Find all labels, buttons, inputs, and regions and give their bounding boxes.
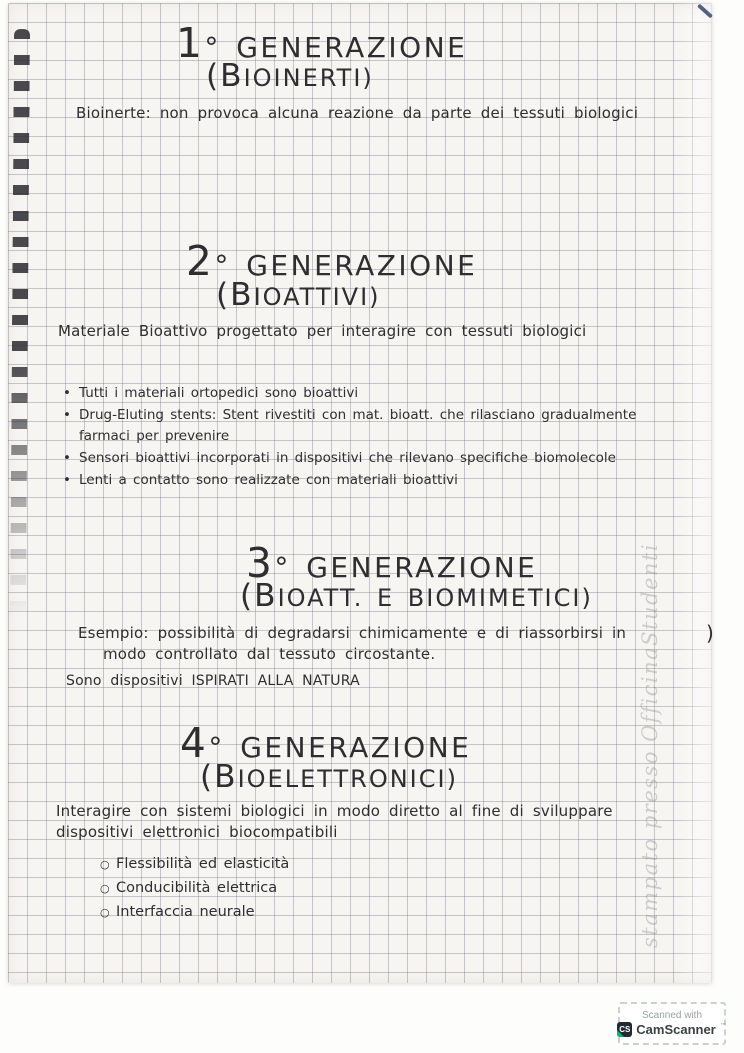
section-1-subtitle: (BIOINERTI) (206, 58, 374, 94)
corner-pen-mark (697, 3, 713, 18)
section-1-title: 1° GENERAZIONE (176, 19, 468, 67)
section-1-definition: Bioinerte: non provoca alcuna reazione da parte dei tessuti biologici (76, 104, 639, 122)
camscanner-logo-icon: CS (617, 1022, 632, 1037)
trademark-symbol: ™ (719, 1022, 727, 1030)
bullet-icon: • (63, 450, 71, 466)
camscanner-badge (618, 1002, 726, 1045)
edge-pen-mark: ) (706, 621, 714, 645)
bullet-icon: • (63, 407, 71, 423)
section-3-note: Sono dispositivi ISPIRATI ALLA NATURA (66, 673, 360, 689)
bullet-icon: • (63, 385, 71, 401)
section-2-bullet-list (63, 383, 688, 492)
bullet-icon: ○ (100, 858, 110, 871)
notebook-page (8, 3, 712, 983)
list-item: • Lenti a contatto sono realizzate con materiali bioattivi (63, 470, 688, 491)
bullet-icon: ○ (100, 882, 110, 895)
bullet-icon: ○ (100, 906, 110, 919)
section-3-definition: Esempio: possibilità di degradarsi chimicamente e di riassorbirsi in modo controllato dal tessuto circostante. (78, 624, 627, 663)
bullet-icon: • (63, 472, 71, 488)
section-4-subtitle: (BIOELETTRONICI) (200, 759, 458, 795)
list-item: • Tutti i materiali ortopedici sono bioattivi (63, 383, 688, 404)
list-item: ○ Interfaccia neurale (100, 901, 600, 924)
section-3-title: 3° GENERAZIONE (246, 539, 538, 587)
list-item: ○ Flessibilità ed elasticità (100, 853, 600, 876)
section-2-title: 2° GENERAZIONE (186, 237, 478, 285)
camscanner-brand-label: CamScanner (636, 1022, 716, 1037)
list-item: • Drug-Eluting stents: Stent rivestiti con mat. bioatt. che rilasciano gradualmente farmaci per prevenire (63, 407, 637, 444)
camscanner-brand-row (617, 1022, 726, 1037)
section-3-subtitle: (BIOATT. E BIOMIMETICI) (240, 578, 593, 614)
section-4-definition: Interagire con sistemi biologici in modo diretto al fine di sviluppare dispositivi elettronici biocompatibili (56, 802, 613, 841)
list-item: • Sensori bioattivi incorporati in dispositivi che rilevano specifiche biomolecole (63, 448, 688, 469)
print-shop-watermark: stampato presso OfficinaStudenti (638, 542, 662, 948)
section-4-bullet-list (100, 853, 600, 925)
list-item: ○ Conducibilità elettrica (100, 877, 600, 900)
scanned-with-label: Scanned with (641, 1010, 703, 1021)
spiral-binding-marks (10, 29, 30, 619)
section-2-subtitle: (BIOATTIVI) (216, 277, 381, 313)
section-4-title: 4° GENERAZIONE (180, 719, 472, 767)
section-2-definition: Materiale Bioattivo progettato per interagire con tessuti biologici (58, 322, 587, 340)
